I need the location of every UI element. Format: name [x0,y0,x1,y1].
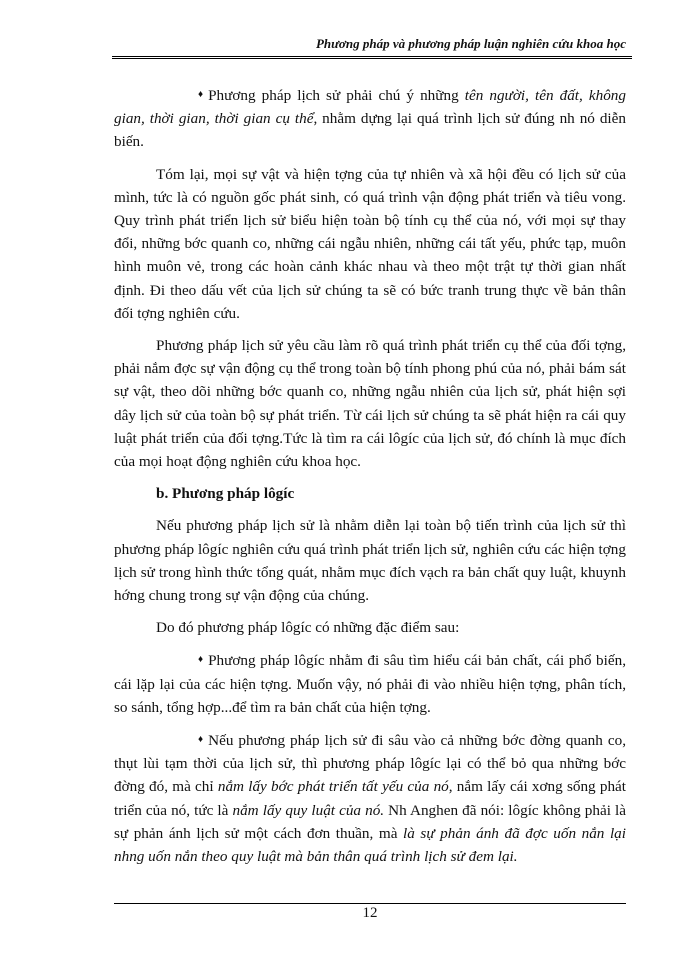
text-run: Phương pháp lịch sử phải chú ý những [208,87,465,104]
bullet-paragraph [114,648,626,719]
italic-text: là sự phản ánh đã đợc uốn nắn lại nhng uốn nắn theo quy luật mà bản thân quá trình lịch sử đem lại. [114,824,626,866]
bullet-paragraph [114,728,626,868]
text-run: Tóm lại, mọi sự vật và hiện tợng của tự nhiên và xã hội đều có lịch sử của mình, tức là có nguồn gốc phát sinh, có quá trình vận động phát triển và tiêu vong. Quy trình phát triển lịch sử biểu hiện toàn bộ tính cụ thể của nó, với mọi sự thay đổi, những bớc quanh co, những cái ngẫu nhiên, những cái tất yếu, phức tạp, muôn hình muôn vẻ, trong các hoàn cảnh khác nhau và theo một trật tự thời gian nhất định. Đi theo dấu vết của lịch sử chúng ta sẽ có bức tranh trung thực về bản thân đối tợng nghiên cứu. [114,165,626,322]
diamond-bullet-icon: ♦ [198,654,204,666]
page-footer [114,903,626,922]
italic-text: nắm lấy bớc phát triển tất yếu của nó [217,778,449,796]
header-title: Phương pháp và phương pháp luận nghiên cứu khoa học [315,36,626,51]
body-paragraph [114,514,626,607]
diamond-bullet-icon: ♦ [198,89,204,100]
italic-text: nắm lấy quy luật của nó. [232,801,385,819]
text-run: , nhằm dựng lại quá trình lịch sử đúng nh nó diễn biến. [114,110,626,151]
body-paragraph [114,334,626,473]
section-heading [114,482,626,505]
page-header [112,36,632,59]
page-number: 12 [362,905,378,921]
bullet-paragraph [114,83,626,154]
diamond-bullet-icon: ♦ [198,734,204,746]
text-run: Nếu phương pháp lịch sử đi sâu vào cả những bớc đờng quanh co, thụt lùi tạm thời của lịch sử, thì phương pháp lôgíc lại có thể bỏ qua những bớc đờng đó, mà chỉ [114,732,626,796]
text-run: Do đó phương pháp lôgíc có những đặc điểm sau: [156,619,460,637]
document-body [114,83,626,877]
text-run: Phương pháp lịch sử yêu cầu làm rõ quá trình phát triển cụ thể của đối tợng, phải nắm đợc sự vận động cụ thể trong toàn bộ tính phong phú của nó, phải bám sát sự vật, theo dõi những bớc quanh co, những ngẫu nhiên của lịch sử, phát hiện sợi dây lịch sử của toàn bộ sự phát triển. Từ cái lịch sử chúng ta sẽ phát hiện ra cái quy luật phát triển của đối tợng.Tức là tìm ra cái lôgíc của lịch sử, đó chính là mục đích của mọi hoạt động nghiên cứu khoa học. [114,337,626,471]
text-run: Nh Anghen đã nói: lôgíc không phải là sự phản ánh lịch sử một cách đơn thuần, mà [114,801,626,842]
body-paragraph [114,616,626,639]
text-run: Phương pháp lôgíc nhằm đi sâu tìm hiểu cái bản chất, cái phổ biến, cái lặp lại của các hiện tợng. Muốn vậy, nó phải đi vào nhiều hiện tợng, phân tích, so sánh, tổng hợp...để tìm ra bản chất của hiện tợng. [114,652,626,716]
text-run: b. Phương pháp lôgíc [156,485,295,503]
text-run: , nắm lấy cái xơng sống phát triển của nó, tức là [114,778,627,819]
italic-text: tên người, tên đất, không gian, thời gian, thời gian cụ thể [114,87,626,128]
text-run: Nếu phương pháp lịch sử là nhằm diễn lại toàn bộ tiến trình của lịch sử thì phương pháp lôgíc nghiên cứu quá trình phát triển lịch sử, nghiên cứu các hiện tợng lịch sử trong hình thức tổng quát, nhằm mục đích vạch ra bản chất quy luật, khuynh hớng chung trong sự vận động của chúng. [114,517,626,605]
body-paragraph [114,163,626,325]
